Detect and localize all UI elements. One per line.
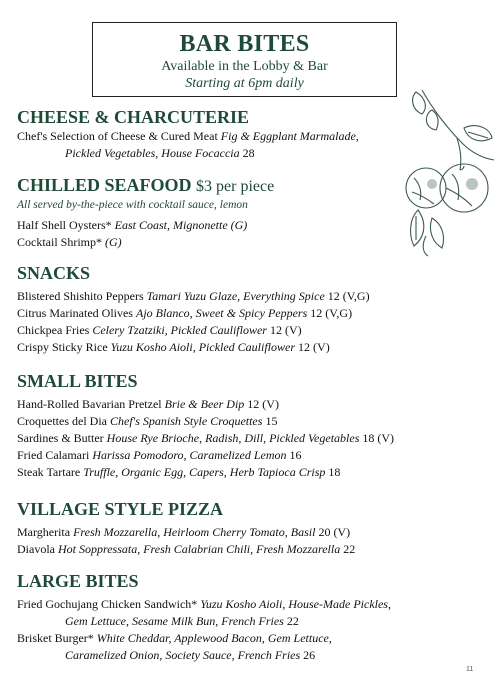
- item-name: Chef's Selection of Cheese & Cured Meat: [17, 129, 218, 143]
- section-cheese-charcuterie: [17, 106, 359, 162]
- item-name: Crispy Sticky Rice: [17, 340, 108, 354]
- item-description: (G): [105, 235, 122, 249]
- item-description: Ajo Blanco, Sweet & Spicy Peppers: [135, 306, 308, 320]
- menu-item: [17, 464, 394, 481]
- item-description: Fig & Eggplant Marmalade,: [220, 129, 359, 143]
- section-large-bites: [17, 570, 391, 664]
- menu-item: [17, 305, 370, 322]
- item-description: Celery Tzatziki, Pickled Cauliflower: [92, 323, 267, 337]
- section-small-bites: [17, 370, 394, 481]
- item-price: 12 (V,G): [310, 306, 353, 320]
- item-price: 26: [303, 648, 316, 662]
- item-price: 18: [328, 465, 341, 479]
- item-name: Hand-Rolled Bavarian Pretzel: [17, 397, 162, 411]
- item-price: 15: [265, 414, 278, 428]
- item-name: Sardines & Butter: [17, 431, 104, 445]
- page-number: 11: [466, 666, 474, 673]
- section-title: SMALL BITES: [17, 371, 138, 391]
- start-time-note: Starting at 6pm daily: [185, 76, 304, 91]
- menu-item: [17, 447, 394, 464]
- menu-item: [17, 217, 274, 234]
- item-price: 18 (V): [362, 431, 395, 445]
- item-price: 22: [286, 614, 299, 628]
- item-description: House Rye Brioche, Radish, Dill, Pickled Vegetables: [106, 431, 360, 445]
- menu-item: [17, 396, 394, 413]
- item-name: Margherita: [17, 525, 71, 539]
- header-box: [92, 22, 397, 97]
- item-description: Brie & Beer Dip: [164, 397, 245, 411]
- item-price: 12 (V): [247, 397, 279, 411]
- fig-branch-illustration-icon: [402, 88, 498, 258]
- menu-item: [17, 234, 274, 251]
- availability-note: Available in the Lobby & Bar: [161, 59, 328, 74]
- item-name: Croquettes del Dia: [17, 414, 107, 428]
- menu-item: [17, 322, 370, 339]
- menu-item-continued: [17, 613, 391, 630]
- item-name: Fried Gochujang Chicken Sandwich*: [17, 597, 198, 611]
- section-title: CHEESE & CHARCUTERIE: [17, 107, 250, 127]
- menu-item: [17, 413, 394, 430]
- item-price: 12 (V): [269, 323, 302, 337]
- item-name: Steak Tartare: [17, 465, 81, 479]
- menu-item: [17, 339, 370, 356]
- item-description: East Coast, Mignonette (G): [114, 218, 248, 232]
- section-village-style-pizza: [17, 498, 355, 558]
- item-description: Tamari Yuzu Glaze, Everything Spice: [146, 289, 325, 303]
- menu-item-continued: [17, 145, 359, 162]
- section-title-text: CHILLED SEAFOOD: [17, 175, 192, 195]
- item-price: 20 (V): [318, 525, 351, 539]
- item-description: Truffle, Organic Egg, Capers, Herb Tapioca Crisp: [83, 465, 326, 479]
- item-description: Caramelized Onion, Society Sauce, French Fries: [65, 648, 301, 662]
- section-title: SNACKS: [17, 263, 91, 283]
- item-price: 12 (V,G): [327, 289, 370, 303]
- item-name: Half Shell Oysters*: [17, 218, 112, 232]
- item-description: Fresh Mozzarella, Heirloom Cherry Tomato, Basil: [73, 525, 316, 539]
- item-description: Pickled Vegetables, House Focaccia: [65, 146, 240, 160]
- section-chilled-seafood: [17, 174, 274, 251]
- item-name: Blistered Shishito Peppers: [17, 289, 144, 303]
- item-name: Chickpea Fries: [17, 323, 90, 337]
- item-price: 16: [289, 448, 302, 462]
- menu-item: [17, 630, 391, 647]
- section-title: [17, 174, 274, 198]
- item-description: Yuzu Kosho Aioli, House-Made Pickles,: [200, 597, 391, 611]
- item-name: Fried Calamari: [17, 448, 90, 462]
- page-title: BAR BITES: [179, 31, 310, 57]
- item-name: Diavola: [17, 542, 55, 556]
- item-description: Gem Lettuce, Sesame Milk Bun, French Fries: [65, 614, 284, 628]
- section-note: All served by-the-piece with cocktail sauce, lemon: [17, 199, 248, 211]
- menu-item-continued: [17, 647, 391, 664]
- menu-item: [17, 524, 355, 541]
- menu-item: [17, 596, 391, 613]
- section-snacks: [17, 262, 370, 356]
- menu-item: [17, 541, 355, 558]
- item-description: Hot Soppressata, Fresh Calabrian Chili, Fresh Mozzarella: [58, 542, 341, 556]
- section-title: LARGE BITES: [17, 571, 139, 591]
- item-price: 22: [343, 542, 356, 556]
- item-name: Brisket Burger*: [17, 631, 94, 645]
- item-description: Chef's Spanish Style Croquettes: [109, 414, 263, 428]
- item-price: 28: [242, 146, 255, 160]
- item-description: Harissa Pomodoro, Caramelized Lemon: [92, 448, 287, 462]
- section-price-note: $3 per piece: [196, 178, 275, 195]
- menu-item: [17, 430, 394, 447]
- menu-item: [17, 128, 359, 145]
- item-name: Citrus Marinated Olives: [17, 306, 133, 320]
- item-description: White Cheddar, Applewood Bacon, Gem Lettuce,: [96, 631, 332, 645]
- menu-item: [17, 288, 370, 305]
- item-name: Cocktail Shrimp*: [17, 235, 102, 249]
- item-price: 12 (V): [298, 340, 330, 354]
- section-title: VILLAGE STYLE PIZZA: [17, 499, 224, 519]
- item-description: Yuzu Kosho Aioli, Pickled Cauliflower: [110, 340, 296, 354]
